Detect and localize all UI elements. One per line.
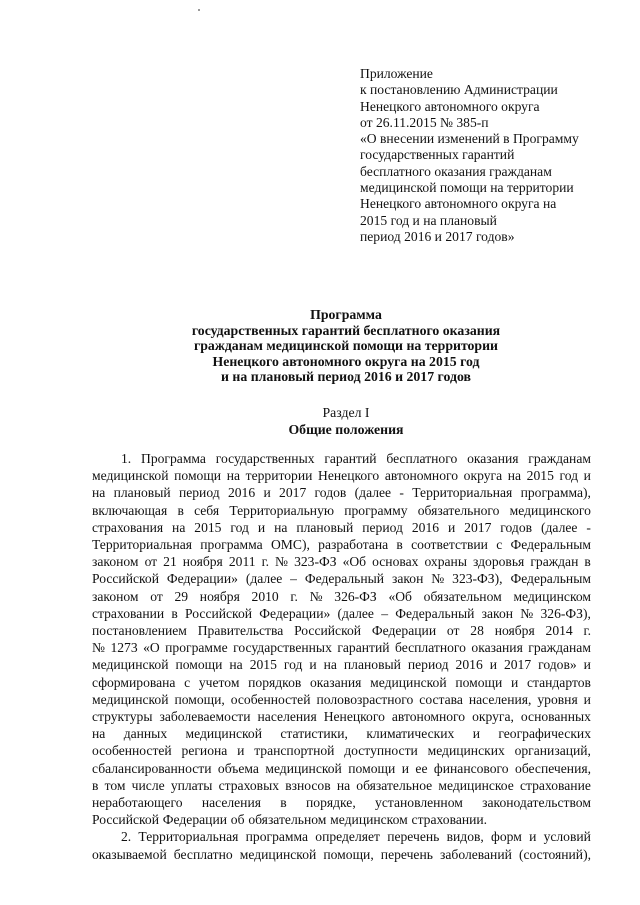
word: закон [481, 605, 514, 621]
word: 1. [121, 451, 132, 466]
word: № [431, 571, 445, 587]
word: и [309, 657, 317, 673]
word: от [446, 623, 460, 639]
word: на [336, 777, 351, 793]
word: Федеральный [395, 605, 475, 621]
word: объема [217, 760, 259, 776]
word: заболеваемости [159, 709, 251, 725]
word: половозрастного [316, 691, 414, 707]
word: населения, [468, 691, 532, 707]
paragraph-1-line [92, 725, 591, 742]
word: доступности [344, 743, 418, 759]
word: – [381, 605, 388, 621]
word: Федеральным [510, 537, 591, 553]
word: и [257, 519, 266, 535]
word: и [447, 519, 456, 535]
word: Российской [294, 623, 362, 639]
word: медицинских [427, 743, 505, 759]
word: (далее [245, 571, 283, 587]
word: с [496, 537, 503, 553]
word: Федерации» [259, 605, 331, 621]
appendix-line: «О внесении изменений в Программу [360, 131, 579, 147]
word: соответствии [411, 537, 488, 553]
word: охраны [424, 554, 467, 570]
word: 2015 [194, 519, 222, 535]
word: на [323, 657, 337, 673]
word: заболеваний [440, 846, 512, 862]
word: плановый [343, 657, 401, 673]
word: «О [143, 640, 160, 656]
word: 323-ФЗ), [452, 571, 503, 587]
word: № [92, 640, 105, 656]
word: Территориальная [92, 537, 193, 553]
word: «Об [342, 554, 367, 570]
word: год [559, 468, 579, 484]
word: Территориальную [229, 502, 335, 518]
word: Ненецкого [318, 468, 380, 484]
word: статистики, [280, 726, 348, 742]
word: разработана [318, 537, 389, 553]
word: оказания [467, 451, 519, 466]
word: медицинской [92, 657, 169, 673]
word: законом [92, 554, 139, 570]
word: оказания [310, 674, 362, 690]
word: на [226, 468, 241, 484]
paragraph-1-line [92, 708, 591, 725]
appendix-line: от 26.11.2015 № 385-п [360, 114, 489, 130]
word: в [584, 554, 591, 570]
word: и [583, 657, 591, 673]
word: № [520, 605, 534, 621]
word: обязательном [423, 588, 502, 604]
appendix-line: Приложение [360, 66, 433, 81]
paragraph-2-line [92, 846, 591, 863]
word: 2016 [227, 485, 256, 501]
word: оказания [471, 640, 523, 656]
word: – [290, 571, 297, 587]
word: региона [181, 743, 228, 759]
paragraph-1-line [92, 656, 591, 673]
appendix-line: Ненецкого автономного округа [360, 98, 540, 114]
paragraph-1-line [92, 484, 591, 501]
word: сбалансированности [92, 760, 212, 776]
word: гарантий [337, 640, 390, 656]
word: медицинском [330, 812, 408, 828]
paragraph-1-line [92, 639, 591, 656]
word: Российской [92, 571, 159, 587]
word: Федерации [162, 812, 227, 828]
word: программа), [520, 485, 591, 501]
appendix-line: к постановлению Администрации [360, 82, 558, 98]
paragraph-1-line [92, 777, 591, 794]
word: медицинском [513, 588, 591, 604]
word: порядке, [306, 795, 356, 811]
word: на [92, 485, 106, 501]
paragraph-1-line [92, 519, 591, 536]
word: бесплатно [173, 846, 233, 862]
word: порядков [248, 674, 302, 690]
word: взносов [285, 777, 331, 793]
word: на [507, 468, 522, 484]
paragraph-1-line [92, 588, 591, 605]
word: Федеральным [510, 571, 591, 587]
word: Территориальная [412, 485, 513, 501]
word: данных [123, 726, 168, 742]
word: особенностей [92, 743, 172, 759]
word: ноября [199, 588, 240, 604]
word: территории [245, 468, 313, 484]
word: форм [491, 829, 522, 845]
word: помощи [455, 674, 503, 690]
word: 2. [121, 829, 132, 845]
word: включающая [92, 502, 168, 518]
paragraph-1-line [92, 794, 591, 811]
word: уровня [537, 691, 578, 707]
word: и [237, 743, 245, 759]
word: обязательное [356, 777, 433, 793]
word: государственных [233, 640, 332, 656]
word: в [171, 605, 178, 621]
program-title-line: Программа [310, 307, 382, 322]
word: - [399, 485, 404, 501]
word: г. [261, 554, 270, 570]
word: период [178, 485, 220, 501]
word: структуры [92, 709, 153, 725]
paragraph-1-line [92, 760, 591, 777]
word: и [510, 674, 519, 690]
word: населения [257, 709, 317, 725]
word: состава [419, 691, 463, 707]
word: страхование [519, 777, 591, 793]
word: 2014 [545, 623, 573, 639]
word: программу [344, 502, 408, 518]
word: бесплатного [395, 640, 466, 656]
word: Российской [92, 812, 159, 828]
word: об [230, 812, 245, 828]
word: помощи [174, 468, 222, 484]
word: медицинской [92, 468, 169, 484]
paragraph-1-line [92, 536, 591, 553]
word: медицинской [239, 846, 317, 862]
word: 326-ФЗ [334, 588, 377, 604]
paragraph-1-line [92, 691, 591, 708]
word: транспортной [254, 743, 335, 759]
word: основанных [520, 709, 591, 725]
program-title [96, 307, 596, 385]
program-title-line: государственных гарантий бесплатного оказания [191, 322, 501, 338]
word: 2015 [249, 657, 277, 673]
word: здоровья [473, 554, 525, 570]
word: программа [245, 829, 309, 845]
word: 2017 [464, 519, 492, 535]
word: 2011 [228, 554, 256, 570]
word: обеспечения, [515, 760, 591, 776]
word: Российской [185, 605, 253, 621]
section-header [96, 404, 596, 438]
word: Федерации [371, 623, 437, 639]
word: особенностей [230, 691, 311, 707]
word: (состояний), [518, 846, 591, 862]
word: страховании [92, 605, 165, 621]
word: программе [165, 640, 228, 656]
word: медицинское [438, 777, 514, 793]
word: медицинской [370, 674, 447, 690]
word: (далее [540, 519, 578, 535]
section-heading: Общие положения [288, 422, 404, 437]
word: 29 [174, 588, 189, 604]
word: стандартов [526, 674, 591, 690]
word: помощи, [323, 846, 374, 862]
program-title-line: и на плановый период 2016 и 2017 годов [221, 369, 471, 385]
word: гражданам [528, 640, 591, 656]
word: и [472, 726, 480, 742]
word: г. [290, 588, 298, 604]
word: Ненецкого [323, 709, 385, 725]
paragraph-1-line [92, 570, 591, 587]
word: Федерации» [166, 571, 238, 587]
word: автономного [391, 709, 466, 725]
word: и [529, 829, 537, 845]
paragraph-1-line [92, 742, 591, 759]
word: основах [372, 554, 419, 570]
word: и [489, 657, 497, 673]
word: ноября [494, 623, 535, 639]
word: закон [391, 571, 424, 587]
word: населения [201, 795, 261, 811]
word: географических [498, 726, 591, 742]
word: г. [583, 623, 591, 639]
paragraph-1-line [92, 622, 591, 639]
appendix-line: государственных гарантий [360, 147, 515, 163]
word: учетом [198, 674, 240, 690]
word: округа, [472, 709, 514, 725]
body-text [92, 450, 591, 863]
word: обязательного [417, 502, 500, 518]
scan-speck [198, 9, 200, 11]
word: округа [463, 468, 503, 484]
paragraph-1-line [92, 553, 591, 570]
word: страховых [218, 777, 280, 793]
word: в [92, 777, 99, 793]
word: медицинской [265, 760, 342, 776]
word: медицинского [509, 502, 591, 518]
word: и [583, 468, 591, 484]
program-title-line: Ненецкого автономного округа на 2015 год [212, 353, 480, 369]
word: (далее [354, 485, 392, 501]
word: 21 [163, 554, 177, 570]
word: год [230, 519, 249, 535]
word: неработающего [92, 795, 183, 811]
word: в [396, 537, 403, 553]
paragraph-1-line [92, 467, 591, 484]
word: Программа [141, 451, 206, 466]
word: помощи [348, 760, 396, 776]
word: установленном [375, 795, 463, 811]
word: в [177, 502, 184, 518]
word: финансового [433, 760, 509, 776]
word: (далее [337, 605, 374, 621]
word: ее [415, 760, 428, 776]
word: определяет [315, 829, 380, 845]
word: государственных [215, 451, 315, 466]
word: том [104, 777, 126, 793]
word: страховании. [411, 812, 488, 828]
word: видов, [446, 829, 484, 845]
word: программа [200, 537, 263, 553]
word: помощи, [174, 691, 225, 707]
word: 2015 [526, 468, 554, 484]
word: страхования [92, 519, 164, 535]
paragraph-1-line [92, 811, 591, 828]
word: законодательством [482, 795, 591, 811]
word: бесплатного [386, 451, 458, 466]
word: на [274, 519, 288, 535]
word: граждан [530, 554, 579, 570]
paragraph-1-line [92, 502, 591, 519]
appendix-block [360, 66, 630, 245]
word: гражданам [528, 451, 591, 466]
word: перечень [387, 829, 440, 845]
word: ОМС), [270, 537, 310, 553]
word: плановый [113, 485, 171, 501]
word: на [229, 657, 243, 673]
word: перечень [380, 846, 433, 862]
paragraph-2-line [92, 828, 591, 845]
word: организаций, [514, 743, 591, 759]
appendix-line: бесплатного оказания гражданам [360, 163, 552, 179]
word: - [586, 519, 591, 535]
word: 2017 [279, 485, 307, 501]
word: в [280, 795, 287, 811]
word: на [92, 726, 106, 742]
word: и [583, 691, 591, 707]
word: 323-ФЗ [294, 554, 337, 570]
paragraph-1-line [92, 450, 591, 467]
appendix-line: медицинской помощи на территории [360, 180, 574, 196]
word: ноября [182, 554, 223, 570]
word: от [150, 588, 163, 604]
word: годов» [538, 657, 577, 673]
word: плановый [296, 519, 354, 535]
word: гарантий [324, 451, 377, 466]
word: климатических [366, 726, 455, 742]
word: на [172, 519, 186, 535]
word: сформирована [92, 674, 176, 690]
word: период [362, 519, 403, 535]
word: 2017 [503, 657, 532, 673]
word: 1273 [110, 640, 138, 656]
appendix-line: Ненецкого автономного округа на [360, 196, 557, 212]
word: уплаты [170, 777, 213, 793]
section-label: Раздел I [322, 405, 370, 420]
word: и [263, 485, 271, 501]
word: Федеральный [304, 571, 385, 587]
word: 326-ФЗ), [540, 605, 591, 621]
word: 2016 [455, 657, 483, 673]
appendix-line: 2015 год и на плановый [360, 212, 497, 228]
word: период [407, 657, 449, 673]
word: и [401, 760, 409, 776]
word: с [184, 674, 191, 690]
word: автономного [384, 468, 459, 484]
word: медицинской [185, 726, 262, 742]
word: 2010 [251, 588, 279, 604]
paragraph-1-line [92, 605, 591, 622]
word: помощи [175, 657, 223, 673]
word: № [275, 554, 289, 570]
word: обязательном [248, 812, 327, 828]
word: годов [500, 519, 533, 535]
word: 2016 [411, 519, 440, 535]
word: № [309, 588, 323, 604]
word: себя [194, 502, 220, 518]
word: год [283, 657, 303, 673]
word: оказываемой [92, 846, 167, 862]
word: законом [92, 588, 139, 604]
word: медицинской [92, 691, 169, 707]
word: «Об [388, 588, 412, 604]
word: постановлением [92, 623, 187, 639]
word: 28 [470, 623, 484, 639]
word: от [144, 554, 158, 570]
word: Территориальная [138, 829, 239, 845]
paragraph-1-line [92, 674, 591, 691]
word: годов [314, 485, 347, 501]
program-title-line: гражданам медицинской помощи на территории [193, 338, 499, 354]
word: числе [131, 777, 165, 793]
word: условий [543, 829, 591, 845]
appendix-line: период 2016 и 2017 годов» [360, 228, 515, 244]
word: Правительства [197, 623, 284, 639]
